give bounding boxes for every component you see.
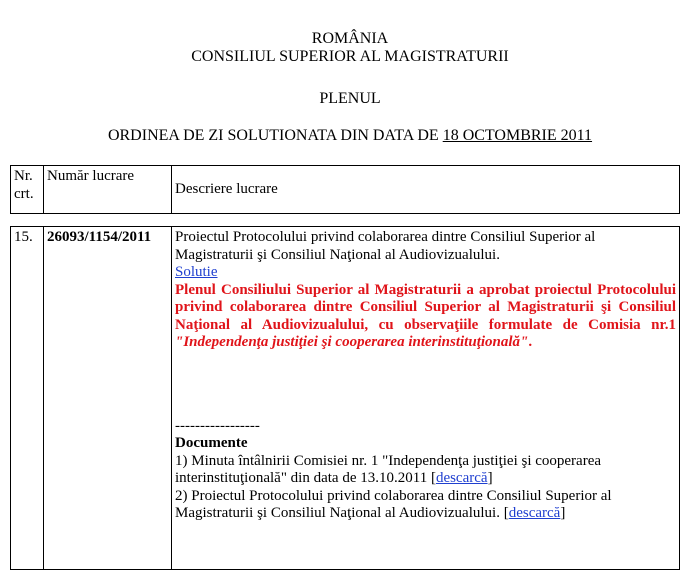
- cell-nr: 15.: [11, 227, 44, 570]
- col-header-descriere: Descriere lucrare: [172, 166, 680, 214]
- description-text: Proiectul Protocolului privind colaborarea dintre Consiliul Superior al Magistraturii şi Consiliul Naţional al Audiovizualului.: [175, 229, 596, 263]
- solutie-text: [175, 282, 676, 352]
- agenda-title: [0, 127, 700, 145]
- documente-title: Documente: [175, 435, 248, 451]
- header-institution: CONSILIUL SUPERIOR AL MAGISTRATURII: [191, 48, 509, 65]
- document-item-2: 2) Proiectul Protocolului privind colaborarea dintre Consiliul Superior al Magistraturii şi Consiliul Naţional al Audiovizualului. [descarcă]: [175, 487, 612, 521]
- download-link-1[interactable]: descarcă: [435, 470, 488, 486]
- download-link-2[interactable]: descarcă: [508, 505, 561, 521]
- cell-descriere: [172, 227, 680, 570]
- agenda-table: [10, 226, 680, 570]
- table-header-row: [11, 166, 680, 214]
- header-plenum: PLENUL: [319, 90, 381, 107]
- header-country: ROMÂNIA: [311, 30, 389, 47]
- solutie-text-end: .: [528, 334, 533, 350]
- solutie-text-main: Plenul Consiliului Superior al Magistraturii a aprobat proiectul Protocolului privind colaborarea dintre Consiliul Superior al Magistraturii şi Consiliul Naţional al Audiovizualului, cu observaţiile formulate de Comisia nr.1: [175, 281, 676, 333]
- doc1-text: 1) Minuta întâlnirii Comisiei nr. 1 "Independenţa justiţiei şi cooperarea interinstituţională" din data de 13.10.2011: [175, 452, 602, 486]
- col-header-numar: Număr lucrare: [44, 166, 172, 214]
- table-row: [11, 227, 680, 570]
- separator: -----------------: [175, 417, 260, 434]
- col-header-nr: Nr. crt.: [11, 166, 44, 214]
- table-header: [10, 165, 680, 214]
- agenda-title-prefix: ORDINEA DE ZI SOLUTIONATA DIN DATA DE: [107, 127, 443, 144]
- cell-numar: 26093/1154/2011: [44, 227, 172, 570]
- solutie-link[interactable]: Solutie: [175, 264, 218, 280]
- document-item-1: 1) Minuta întâlnirii Comisiei nr. 1 "Independenţa justiţiei şi cooperarea interinstituţională" din data de 13.10.2011 [descarcă]: [175, 452, 602, 486]
- agenda-date: 18 OCTOMBRIE 2011: [442, 127, 593, 144]
- solutie-text-commission: "Independenţa justiţiei şi cooperarea interinstituţională": [175, 334, 529, 350]
- doc2-text: 2) Proiectul Protocolului privind colaborarea dintre Consiliul Superior al Magistraturii şi Consiliul Naţional al Audiovizualului.: [175, 487, 612, 521]
